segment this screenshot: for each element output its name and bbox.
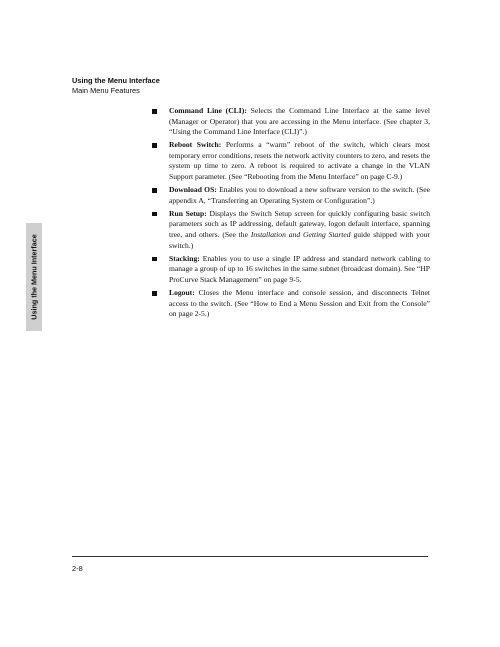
list-item-logout: [152, 288, 430, 320]
running-header: [72, 76, 160, 96]
square-bullet-icon: [152, 188, 157, 193]
list-item-run-setup: [152, 209, 430, 251]
item-term: Stacking:: [169, 253, 200, 263]
square-bullet-icon: [152, 212, 157, 217]
list-item-command-line: [152, 106, 430, 138]
item-text: Closes the Menu interface and console session, and disconnects Telnet access to the switch. (See “How to End a Menu Session and Exit from the Console” on page 2-5.): [169, 288, 430, 319]
item-term: Command Line (CLI):: [169, 106, 247, 115]
side-tab-label: Using the Menu Interface: [29, 234, 39, 320]
item-text: Enables you to download a new software version to the switch. (See appendix A, “Transferring an Operating System or Configuration”.): [169, 185, 430, 205]
list-item-download-os: [152, 185, 430, 206]
guide-title: Installation and Getting Started: [250, 230, 351, 240]
item-text: Enables you to use a single IP address and standard network cabling to manage a group of up to 16 switches in the same subnet (broadcast domain). See “HP ProCurve Stack Management” on page 9-5.: [169, 253, 430, 284]
item-term: Download OS:: [169, 185, 217, 195]
list-item-stacking: [152, 254, 430, 286]
item-text: Performs a “warm” reboot of the switch, which clears most temporary error conditions, resets the network activity counters to zero, and resets the system up time to zero. A reboot is required to activate a change in the VLAN Support parameter. (See “Rebooting from the Menu Interface” on page C-9.): [169, 140, 430, 182]
side-tab: [26, 223, 42, 331]
footer-divider: [72, 556, 428, 557]
section-title: Main Menu Features: [72, 86, 140, 95]
item-term: Logout:: [169, 288, 195, 297]
item-term: Reboot Switch:: [169, 140, 222, 150]
item-text: Selects the Command Line Interface at the same level (Manager or Operator) that you are accessing in the Menu interface. (See chapter 3, “Using the Command Line Interface (CLI)”.): [169, 106, 430, 137]
square-bullet-icon: [152, 109, 157, 114]
square-bullet-icon: [152, 143, 157, 148]
feature-list: [152, 106, 430, 322]
chapter-title: Using the Menu Interface: [72, 76, 160, 85]
item-text-continued: guide shipped with your switch.): [169, 230, 430, 250]
square-bullet-icon: [152, 291, 157, 296]
list-item-reboot-switch: [152, 140, 430, 182]
page-number: 2-8: [72, 564, 83, 573]
item-text: Displays the Switch Setup screen for quickly configuring basic switch parameters such as IP addressing, default gateway, logon default interface, spanning tree, and others. (See the: [169, 208, 430, 240]
item-term: Run Setup:: [169, 208, 207, 218]
square-bullet-icon: [152, 257, 157, 262]
